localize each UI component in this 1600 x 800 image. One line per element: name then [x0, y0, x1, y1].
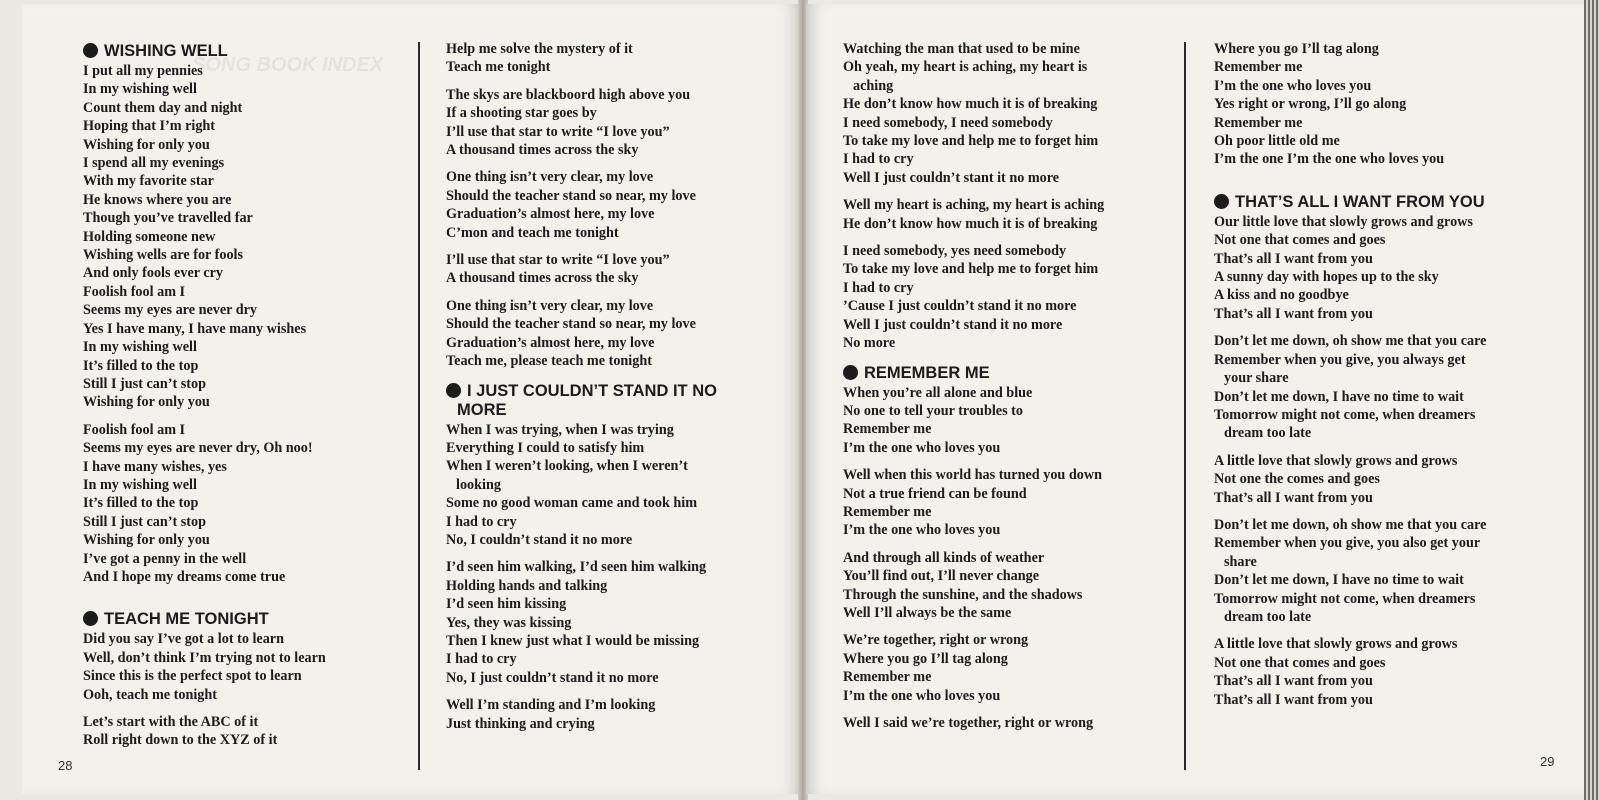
- lyric-line: Graduation’s almost here, my love: [446, 334, 655, 351]
- lyric-line: Everything I could to satisfy him: [446, 439, 645, 456]
- lyric-line: Should the teacher stand so near, my love: [446, 187, 696, 204]
- song-title-text: TEACH ME TONIGHT: [104, 610, 269, 629]
- lyric-line: That’s all I want from you: [1214, 305, 1373, 322]
- stanza-gap: [843, 353, 1104, 362]
- lyric-line: your share: [1224, 370, 1289, 387]
- lyric-line: Though you’ve travelled far: [83, 210, 253, 227]
- left-column-1: [83, 40, 326, 750]
- song-title: [1214, 193, 1486, 212]
- lyric-line: I’ll use that star to write “I love you”: [446, 123, 670, 140]
- lyric-line: A little love that slowly grows and grows: [1214, 452, 1458, 469]
- lyric-line: Don’t let me down, oh show me that you care: [1214, 333, 1487, 350]
- stanza-gap: [83, 586, 326, 608]
- lyric-line: That’s all I want from you: [1214, 691, 1373, 708]
- lyric-line: dream too late: [1224, 425, 1312, 442]
- column-divider: [418, 42, 420, 770]
- lyric-line: Help me solve the mystery of it: [446, 41, 633, 57]
- lyric-line: Still I just can’t stop: [83, 513, 206, 530]
- lyric-line: Wishing for only you: [83, 136, 210, 153]
- lyric-line: In my wishing well: [83, 339, 197, 356]
- stanza-gap: [1214, 443, 1486, 452]
- page-edges: [1584, 0, 1600, 800]
- lyric-line: A sunny day with hopes up to the sky: [1214, 269, 1439, 286]
- lyric-line: With my favorite star: [83, 173, 214, 190]
- lyric-line: Not a true friend can be found: [843, 485, 1027, 502]
- stanza-gap: [843, 457, 1104, 466]
- lyric-line: The skys are blackboord high above you: [446, 86, 691, 103]
- lyric-line: looking: [456, 476, 501, 493]
- lyric-line: I have many wishes, yes: [83, 458, 227, 475]
- stanza-gap: [446, 687, 717, 696]
- lyric-line: Roll right down to the XYZ of it: [83, 732, 278, 749]
- lyric-line: I had to cry: [446, 651, 517, 668]
- song-title-text: MORE: [457, 400, 507, 419]
- stanza-gap: [843, 705, 1104, 714]
- lyric-line: Well I’m standing and I’m looking: [446, 697, 656, 714]
- lyric-line: Hoping that I’m right: [83, 118, 216, 135]
- stanza-gap: [1214, 507, 1486, 516]
- lyric-line: Since this is the perfect spot to learn: [83, 668, 302, 685]
- lyric-line: When I was trying, when I was trying: [446, 421, 674, 438]
- lyric-line: Count them day and night: [83, 99, 243, 116]
- lyric-line: C’mon and teach me tonight: [446, 224, 619, 241]
- lyric-line: You’ll find out, I’ll never change: [843, 568, 1040, 585]
- lyric-line: share: [1224, 553, 1257, 570]
- stanza-gap: [446, 549, 717, 558]
- lyric-line: Remember me: [843, 503, 932, 520]
- right-page: [806, 4, 1584, 794]
- lyric-line: I’m the one who loves you: [1214, 77, 1372, 94]
- lyric-line: I’d seen him walking, I’d seen him walking: [446, 559, 707, 576]
- bullet-icon: [843, 365, 858, 380]
- lyric-line: To take my love and help me to forget him: [843, 133, 1099, 150]
- stanza-gap: [843, 540, 1104, 549]
- lyric-line: Well when this world has turned you down: [843, 467, 1102, 484]
- lyric-line: Not one that comes and goes: [1214, 232, 1386, 249]
- stanza-gap: [446, 288, 717, 297]
- song-title-text: WISHING WELL: [104, 42, 228, 60]
- lyric-line: I had to cry: [446, 513, 517, 530]
- song-title-text: I JUST COULDN’T STAND IT NO: [467, 381, 717, 400]
- lyric-line: Ooh, teach me tonight: [83, 686, 217, 703]
- lyric-line: Don’t let me down, oh show me that you care: [1214, 516, 1487, 533]
- lyric-line: I spend all my evenings: [83, 155, 225, 172]
- lyric-line: A little love that slowly grows and grows: [1214, 636, 1458, 653]
- lyric-line: Well I said we’re together, right or wrong: [843, 715, 1094, 731]
- lyric-line: I’m the one who loves you: [843, 687, 1001, 704]
- lyric-line: aching: [853, 77, 894, 94]
- lyric-line: And I hope my dreams come true: [83, 568, 286, 585]
- bullet-icon: [83, 611, 98, 626]
- song-title-text: REMEMBER ME: [864, 363, 990, 382]
- lyric-line: Remember me: [1214, 59, 1303, 76]
- lyric-line: dream too late: [1224, 608, 1312, 625]
- lyric-line: Watching the man that used to be mine: [843, 41, 1080, 57]
- lyric-line: A thousand times across the sky: [446, 142, 639, 159]
- song-title-text: THAT’S ALL I WANT FROM YOU: [1235, 192, 1485, 211]
- lyric-line: When you’re all alone and blue: [843, 384, 1033, 401]
- lyric-line: Well I’ll always be the same: [843, 604, 1012, 621]
- song-title: [446, 382, 717, 420]
- stanza-gap: [1214, 323, 1486, 332]
- lyric-line: No more: [843, 335, 896, 352]
- lyric-line: Well my heart is aching, my heart is aching: [843, 197, 1105, 214]
- lyric-line: Graduation’s almost here, my love: [446, 206, 655, 223]
- lyric-line: In my wishing well: [83, 476, 197, 493]
- column-divider: [1184, 42, 1186, 770]
- lyric-line: Remember when you give, you also get your: [1214, 535, 1481, 552]
- lyric-line: I had to cry: [843, 279, 914, 296]
- lyric-line: Then I knew just what I would be missing: [446, 632, 700, 649]
- lyric-line: Not one that comes and goes: [1214, 654, 1386, 671]
- lyric-line: ’Cause I just couldn’t stand it no more: [843, 298, 1077, 315]
- lyric-line: Yes right or wrong, I’ll go along: [1214, 96, 1407, 113]
- stanza-gap: [1214, 169, 1486, 191]
- lyric-line: I’ll use that star to write “I love you”: [446, 252, 670, 269]
- bullet-icon: [446, 383, 461, 398]
- lyric-line: I’m the one I’m the one who loves you: [1214, 151, 1445, 168]
- bleed-through-text: SONG BOOK INDEX: [192, 54, 384, 76]
- lyric-line: Well, don’t think I’m trying not to learn: [83, 649, 326, 666]
- lyric-line: That’s all I want from you: [1214, 673, 1373, 690]
- lyric-line: Remember me: [843, 669, 932, 686]
- song-title: [83, 42, 326, 61]
- lyric-line: Where you go I’ll tag along: [1214, 41, 1379, 57]
- lyric-line: He don’t know how much it is of breaking: [843, 215, 1098, 232]
- lyric-line: To take my love and help me to forget him: [843, 261, 1099, 278]
- stanza-gap: [83, 704, 326, 713]
- lyric-line: Tomorrow might not come, when dreamers: [1214, 406, 1476, 423]
- lyric-line: Not one the comes and goes: [1214, 471, 1380, 488]
- lyric-line: It’s filled to the top: [83, 495, 199, 512]
- lyric-line: A kiss and no goodbye: [1214, 287, 1349, 304]
- lyric-line: Well I just couldn’t stand it no more: [843, 316, 1063, 333]
- lyric-line: I’m the one who loves you: [843, 439, 1001, 456]
- lyric-line: Seems my eyes are never dry, Oh noo!: [83, 440, 313, 457]
- lyric-line: Seems my eyes are never dry: [83, 302, 258, 319]
- lyric-line: He don’t know how much it is of breaking: [843, 96, 1098, 113]
- lyric-line: Oh poor little old me: [1214, 133, 1340, 150]
- lyric-line: Did you say I’ve got a lot to learn: [83, 631, 284, 648]
- lyric-line: It’s filled to the top: [83, 357, 199, 374]
- lyric-line: Don’t let me down, I have no time to wait: [1214, 572, 1464, 589]
- lyric-line: Well I just couldn’t stant it no more: [843, 169, 1060, 186]
- page-number: 28: [58, 758, 73, 773]
- stanza-gap: [83, 412, 326, 421]
- lyric-line: And only fools ever cry: [83, 265, 224, 282]
- stanza-gap: [843, 622, 1104, 631]
- lyric-line: Don’t let me down, I have no time to wait: [1214, 388, 1464, 405]
- lyric-line: Let’s start with the ABC of it: [83, 714, 259, 730]
- lyric-line: Teach me, please teach me tonight: [446, 353, 652, 370]
- lyric-line: I need somebody, I need somebody: [843, 114, 1053, 131]
- lyric-line: Remember when you give, you always get: [1214, 351, 1466, 368]
- lyric-line: Tomorrow might not come, when dreamers: [1214, 590, 1476, 607]
- page-number: 29: [1540, 754, 1555, 769]
- lyric-line: No, I couldn’t stand it no more: [446, 531, 633, 548]
- lyric-line: Holding hands and talking: [446, 577, 608, 594]
- lyric-line: Yes I have many, I have many wishes: [83, 320, 307, 337]
- stanza-gap: [843, 187, 1104, 196]
- lyric-line: Teach me tonight: [446, 59, 551, 76]
- stanza-gap: [446, 371, 717, 380]
- lyric-line: Holding someone new: [83, 228, 216, 245]
- stanza-gap: [446, 242, 717, 251]
- stanza-gap: [1214, 626, 1486, 635]
- lyric-line: Some no good woman came and took him: [446, 495, 698, 512]
- stanza-gap: [446, 159, 717, 168]
- lyric-line: Wishing wells are for fools: [83, 247, 244, 264]
- lyric-line: Wishing for only you: [83, 394, 210, 411]
- stanza-gap: [446, 77, 717, 86]
- lyric-line: No one to tell your troubles to: [843, 402, 1023, 419]
- lyric-line: If a shooting star goes by: [446, 105, 597, 122]
- bullet-icon: [83, 43, 98, 58]
- lyric-line: Still I just can’t stop: [83, 375, 206, 392]
- lyric-line: Remember me: [1214, 114, 1303, 131]
- left-column-2: [446, 40, 717, 733]
- lyric-line: And through all kinds of weather: [843, 549, 1045, 566]
- lyric-line: Oh yeah, my heart is aching, my heart is: [843, 59, 1088, 76]
- lyric-line: Foolish fool am I: [83, 283, 186, 300]
- right-column-1: [843, 40, 1104, 732]
- lyric-line: I put all my pennies: [83, 63, 203, 79]
- lyric-line: I’d seen him kissing: [446, 596, 567, 613]
- lyric-line: I need somebody, yes need somebody: [843, 243, 1067, 260]
- lyric-line: I’ve got a penny in the well: [83, 550, 247, 567]
- lyric-line: We’re together, right or wrong: [843, 632, 1029, 649]
- lyric-line: One thing isn’t very clear, my love: [446, 169, 654, 186]
- lyric-line: I had to cry: [843, 151, 914, 168]
- stanza-gap: [843, 233, 1104, 242]
- lyric-line: That’s all I want from you: [1214, 489, 1373, 506]
- lyric-line: One thing isn’t very clear, my love: [446, 297, 654, 314]
- lyric-line: Wishing for only you: [83, 532, 210, 549]
- bullet-icon: [1214, 194, 1229, 209]
- lyric-line: That’s all I want from you: [1214, 250, 1373, 267]
- lyric-line: Remember me: [843, 421, 932, 438]
- song-title: [83, 610, 326, 629]
- lyric-line: Our little love that slowly grows and grows: [1214, 213, 1473, 230]
- lyric-line: Yes, they was kissing: [446, 614, 572, 631]
- song-title: [843, 364, 1104, 383]
- left-page: [22, 4, 800, 794]
- right-column-2: [1214, 40, 1486, 709]
- lyric-line: Foolish fool am I: [83, 421, 186, 438]
- lyric-line: He knows where you are: [83, 191, 232, 208]
- lyric-line: When I weren’t looking, when I weren’t: [446, 458, 688, 475]
- lyric-line: Just thinking and crying: [446, 715, 595, 732]
- lyric-line: Where you go I’ll tag along: [843, 650, 1008, 667]
- lyric-line: No, I just couldn’t stand it no more: [446, 669, 659, 686]
- lyric-line: Through the sunshine, and the shadows: [843, 586, 1083, 603]
- lyric-line: Should the teacher stand so near, my love: [446, 316, 696, 333]
- lyric-line: In my wishing well: [83, 81, 197, 98]
- lyric-line: I’m the one who loves you: [843, 522, 1001, 539]
- lyric-line: A thousand times across the sky: [446, 270, 639, 287]
